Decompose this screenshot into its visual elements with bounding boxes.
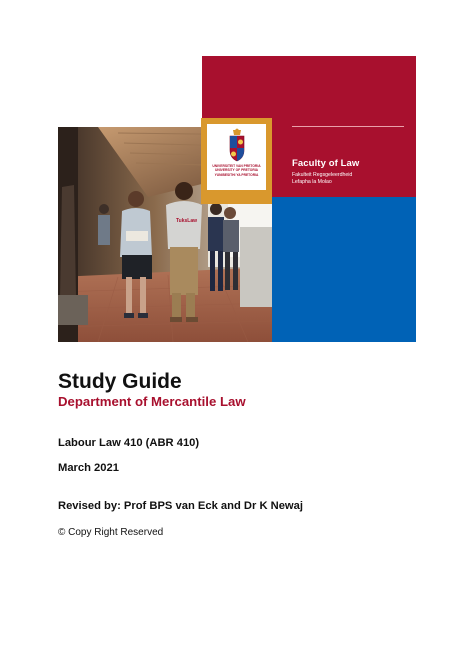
logo-line-sepedi: YUNIBESITHI YA PRETORIA [214,172,259,177]
document-title: Study Guide [58,370,182,393]
faculty-subtitle-afrikaans: Fakulteit Regsgeleerdheid [292,172,353,178]
course-name: Labour Law 410 (ABR 410) [58,437,200,449]
faculty-label [292,158,359,186]
logo-line-afrikaans: UNIVERSITEIT VAN PRETORIA [212,164,261,168]
tuks-shirt-text: TuksLaw [176,218,198,224]
logo-wordmark [209,164,264,177]
faculty-title: Faculty of Law [292,158,360,169]
faculty-subtitle-sepedi: Lefapha la Molao [292,179,332,185]
logo-line-english: UNIVERSITY OF PRETORIA [214,168,259,173]
department-name: Department of Mercantile Law [58,394,246,409]
university-logo-frame [201,118,272,204]
document-date: March 2021 [58,462,119,474]
revised-by: Revised by: Prof BPS van Eck and Dr K Newaj [58,500,303,512]
copyright-notice: © Copy Right Reserved [58,527,164,538]
header-divider [292,126,404,127]
faculty-blue-panel [272,197,416,342]
crest-icon [227,128,247,162]
university-logo [207,124,266,190]
